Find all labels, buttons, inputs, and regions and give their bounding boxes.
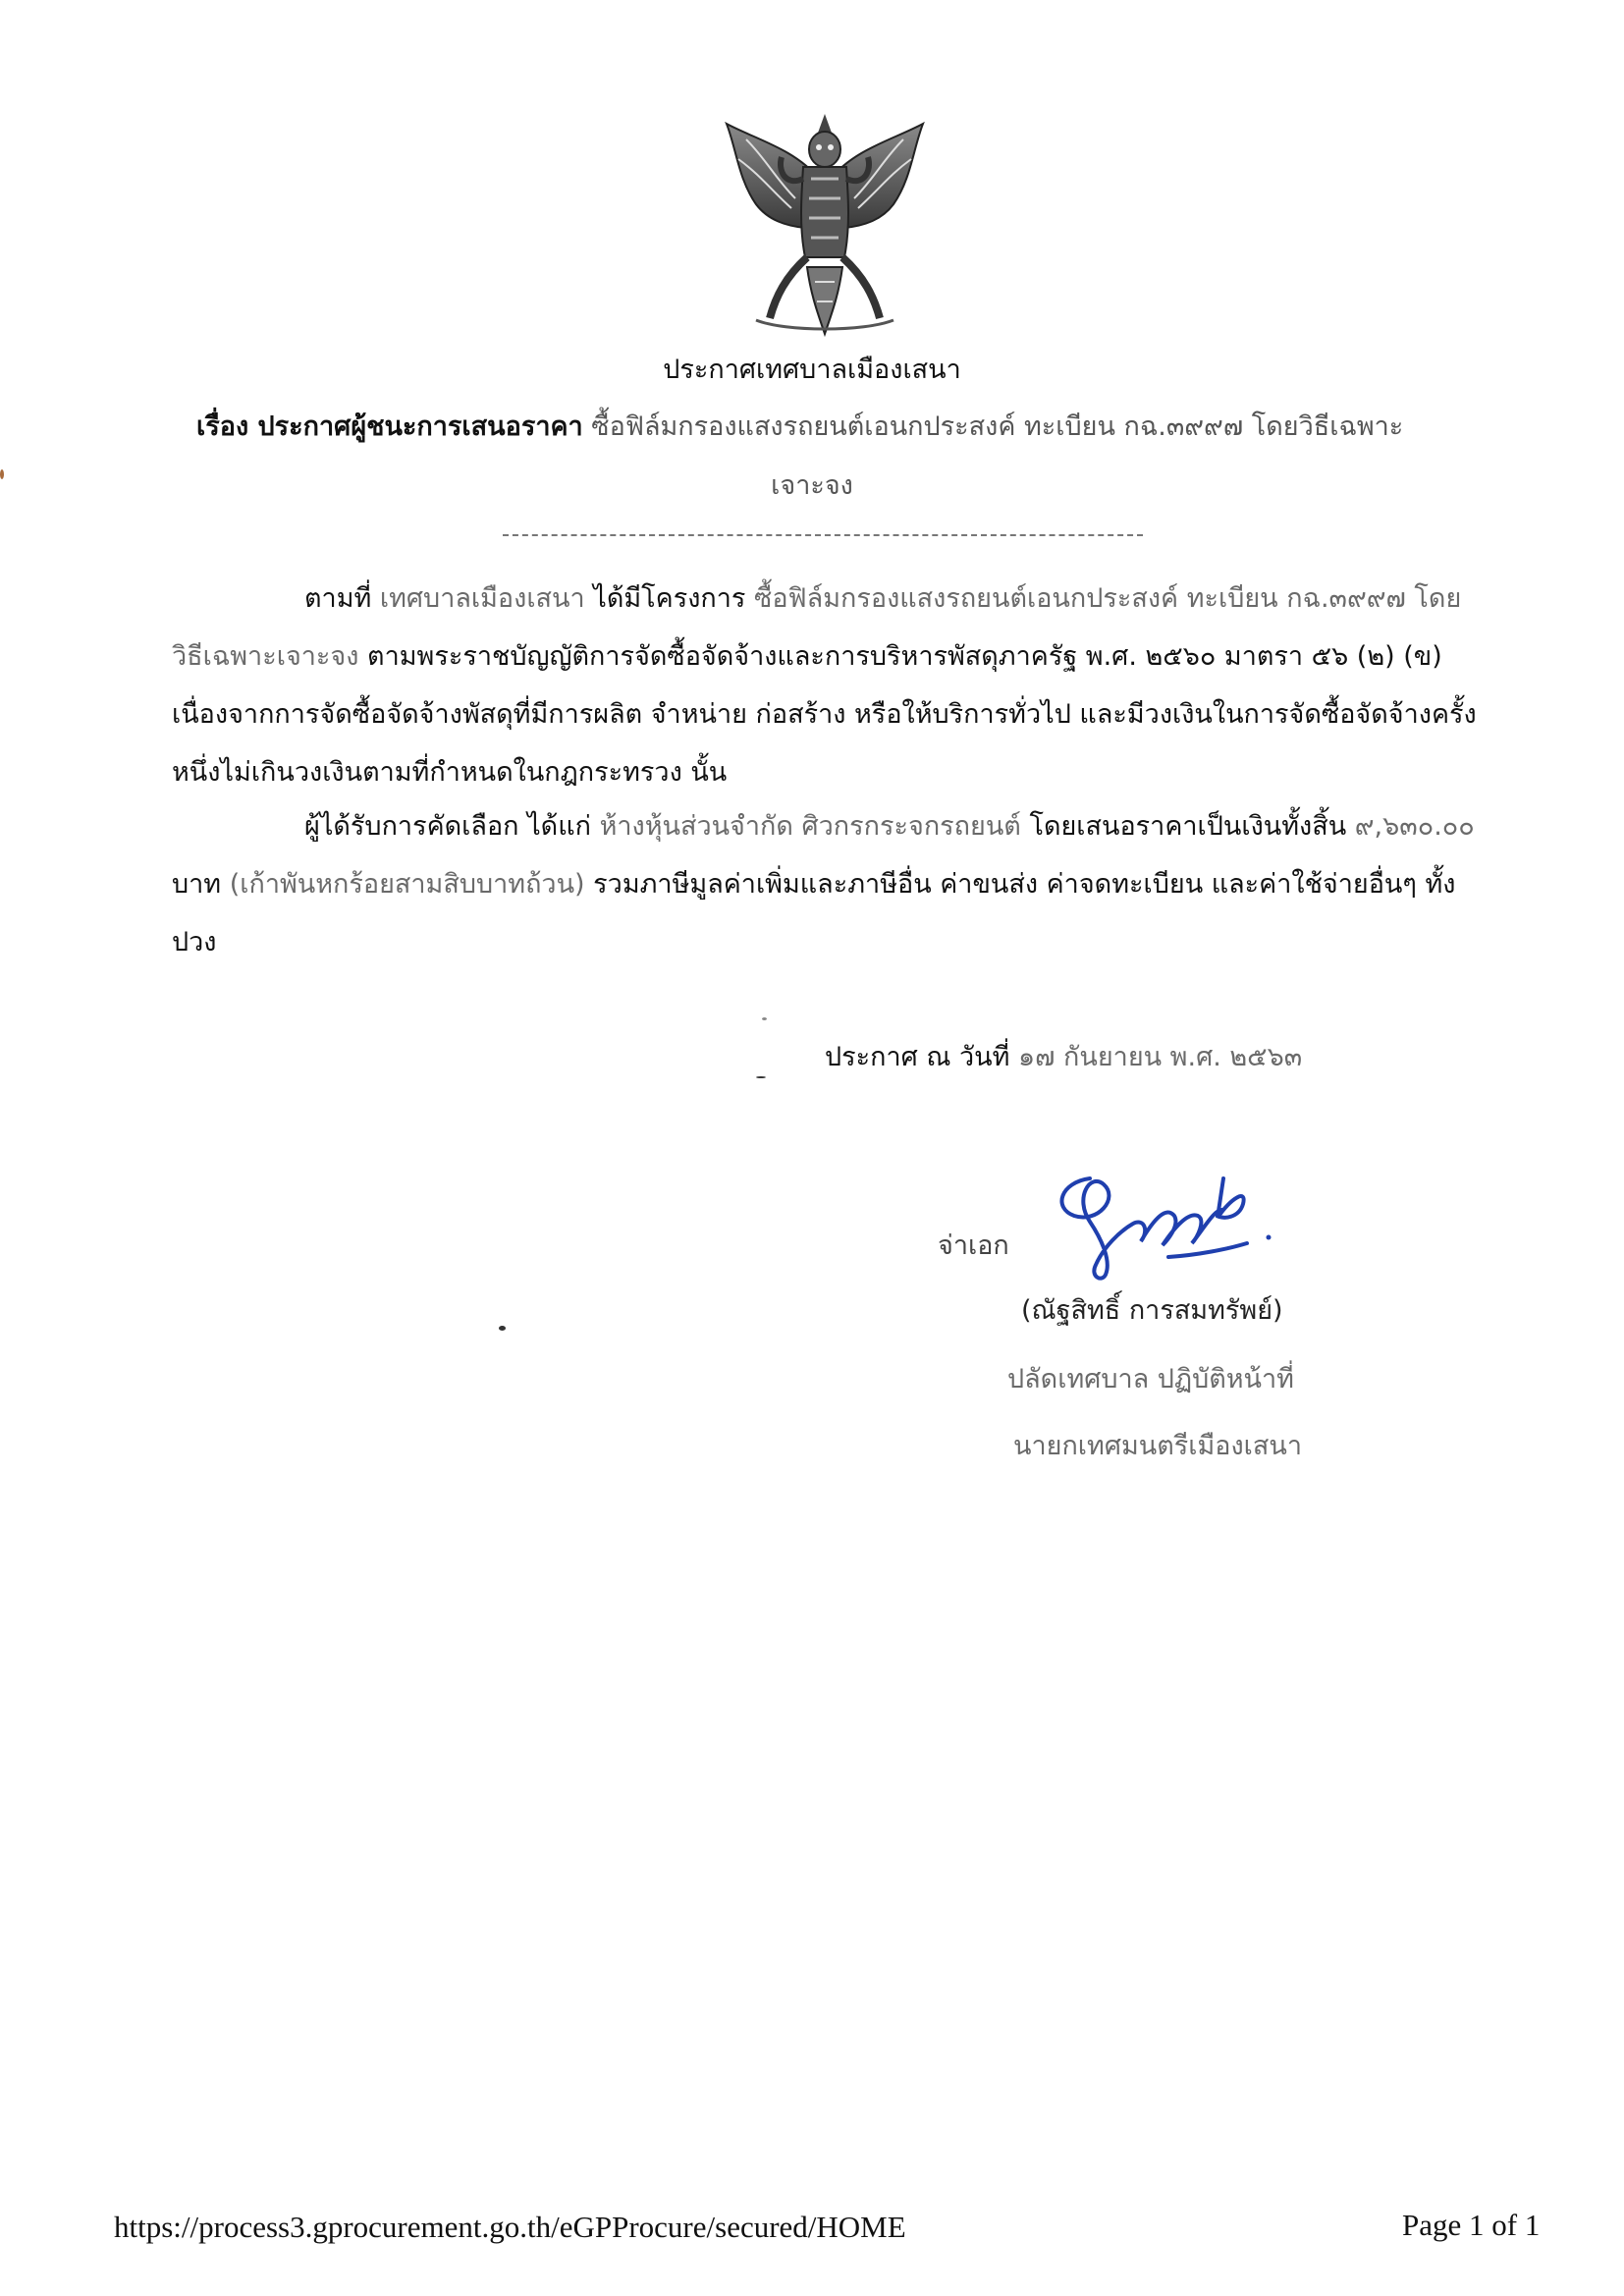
signature-rank: จ่าเอก xyxy=(938,1230,1009,1261)
divider xyxy=(503,534,1143,536)
paragraph-project xyxy=(172,570,1478,801)
document-title: ประกาศเทศบาลเมืองเสนา xyxy=(663,355,961,385)
signer-name: (ณัฐสิทธิ์ การสมทรัพย์) xyxy=(1021,1295,1283,1326)
paragraph2-lead: ผู้ได้รับการคัดเลือก ได้แก่ xyxy=(304,811,591,842)
subject-continuation: เจาะจง xyxy=(771,470,853,501)
paragraph2-amount: ๙,๖๓๐.๐๐ xyxy=(1354,811,1475,842)
subject-body: ซื้อฟิล์มกรองแสงรถยนต์เอนกประสงค์ ทะเบียน กฉ.๓๙๙๗ โดยวิธีเฉพาะ xyxy=(591,411,1404,442)
scan-speck xyxy=(499,1326,506,1331)
garuda-emblem-icon xyxy=(717,110,933,338)
paragraph2-winner: ห้างหุ้นส่วนจำกัด ศิวกรกระจกรถยนต์ xyxy=(599,811,1021,842)
paragraph2-price-lead: โดยเสนอราคาเป็นเงินทั้งสิ้น xyxy=(1029,811,1347,842)
paragraph1-project: ซื้อฟิล์มกรองแสงรถยนต์เอนกประสงค์ ทะเบียน กฉ.๓๙๙๗ โดยวิธีเฉพาะเจาะจง xyxy=(172,583,1462,672)
paragraph1-legal: ตามพระราชบัญญัติการจัดซื้อจัดจ้างและการบริหารพัสดุภาครัฐ พ.ศ. ๒๕๖๐ มาตรา ๕๖ (๒) (ข) เนื่องจากการจัดซื้อจัดจ้างพัสดุที่มีการผลิต จำหน่าย ก่อสร้าง หรือให้บริการทั่วไป และมีวงเงินในการจัดซื้อจัดจ้างครั้งหนึ่งไม่เกินวงเงินตามที่กำหนดในกฎกระทรวง นั้น xyxy=(172,641,1477,788)
paragraph1-agency: เทศบาลเมืองเสนา xyxy=(379,583,585,614)
scan-speck xyxy=(762,1017,767,1020)
announcement-lead: ประกาศ ณ วันที่ xyxy=(825,1042,1010,1072)
paragraph1-project-lead: ได้มีโครงการ xyxy=(593,583,746,614)
announcement-date xyxy=(825,1035,1302,1077)
paragraph1-lead: ตามที่ xyxy=(304,583,372,614)
signer-position-2: นายกเทศมนตรีเมืองเสนา xyxy=(1013,1431,1302,1461)
paragraph2-currency: บาท xyxy=(172,869,222,900)
handwritten-signature xyxy=(1051,1159,1276,1286)
scan-speck xyxy=(756,1076,766,1078)
footer-page-number: Page 1 of 1 xyxy=(1402,2208,1541,2242)
announcement-date-value: ๑๗ กันยายน พ.ศ. ๒๕๖๓ xyxy=(1018,1042,1303,1072)
paragraph2-tail: รวมภาษีมูลค่าเพิ่มและภาษีอื่น ค่าขนส่ง ค่าจดทะเบียน และค่าใช้จ่ายอื่นๆ ทั้งปวง xyxy=(172,869,1456,957)
paragraph2-amount-words: (เก้าพันหกร้อยสามสิบบาทถ้วน) xyxy=(229,869,585,900)
scan-speck xyxy=(0,469,4,479)
signer-position-1: ปลัดเทศบาล ปฏิบัติหน้าที่ xyxy=(1007,1364,1294,1394)
subject-line xyxy=(196,405,1463,447)
paragraph-winner xyxy=(172,797,1478,971)
footer-url: https://process3.gprocurement.go.th/eGPProcure/secured/HOME xyxy=(114,2210,906,2244)
subject-key: เรื่อง ประกาศผู้ชนะการเสนอราคา xyxy=(196,411,583,442)
